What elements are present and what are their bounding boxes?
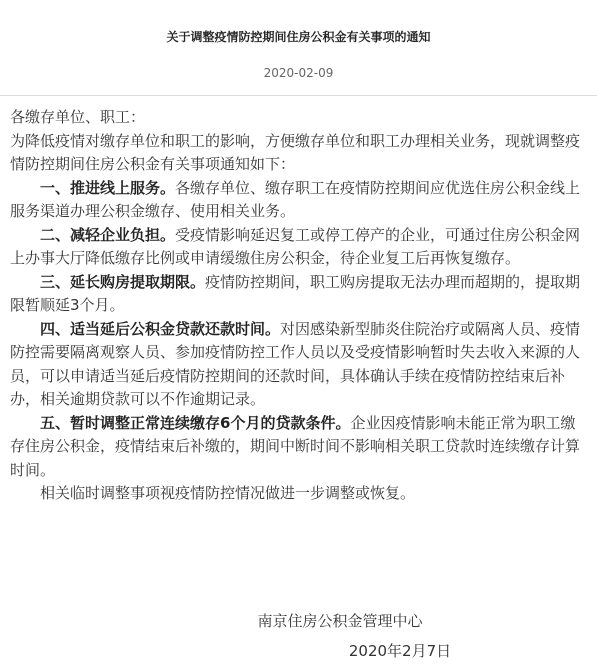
item-4 xyxy=(10,318,588,412)
greeting: 各缴存单位、职工： xyxy=(10,108,146,126)
item-text: 疫情防控期间，职工购房提取无法办理而超期的，提取期限暂顺延3个月。 xyxy=(10,272,581,314)
publish-date: 2020-02-09 xyxy=(263,66,334,80)
item-heading: 二、减轻企业负担。 xyxy=(40,225,176,244)
item-heading: 五、暂时调整正常连续缴存6个月的贷款条件。 xyxy=(40,413,351,432)
item-text: 受疫情影响延迟复工或停工停产的企业，可通过住房公积金网上办事大厅降低缴存比例或申请缓缴住房公积金，待企业复工后再恢复缴存。 xyxy=(10,225,581,267)
divider xyxy=(0,95,597,96)
closing-paragraph: 相关临时调整事项视疫情防控情况做进一步调整或恢复。 xyxy=(40,484,416,502)
item-heading: 四、适当延后公积金贷款还款时间。 xyxy=(40,319,281,338)
item-5 xyxy=(10,412,588,483)
item-1 xyxy=(10,177,588,224)
item-2 xyxy=(10,224,588,271)
notice-title: 关于调整疫情防控期间住房公积金有关事项的通知 xyxy=(166,30,431,44)
item-3 xyxy=(10,271,588,318)
item-text: 对因感染新型肺炎住院治疗或隔离人员、疫情防控需要隔离观察人员、参加疫情防控工作人员以及受疫情影响暂时失去收入来源的人员，可以申请适当延后疫情防控期间的还款时间，具体确认手续在疫情防控结束后补办，相关逾期贷款可以不作逾期记录。 xyxy=(10,319,581,408)
signature: 南京住房公积金管理中心 xyxy=(257,612,423,630)
item-text: 各缴存单位、缴存职工在疫情防控期间应优选住房公积金线上服务渠道办理公积金缴存、使用相关业务。 xyxy=(10,178,581,220)
intro-paragraph: 为降低疫情对缴存单位和职工的影响，方便缴存单位和职工办理相关业务，现就调整疫情防控期间住房公积金有关事项通知如下： xyxy=(10,131,581,173)
notice-body xyxy=(10,106,588,506)
item-heading: 一、推进线上服务。 xyxy=(40,178,176,197)
item-heading: 三、延长购房提取期限。 xyxy=(40,272,206,291)
item-text: 企业因疫情影响未能正常为职工缴存住房公积金，疫情结束后补缴的，期间中断时间不影响相关职工贷款时连续缴存计算时间。 xyxy=(10,413,581,479)
signature-date: 2020年2月7日 xyxy=(348,642,452,660)
